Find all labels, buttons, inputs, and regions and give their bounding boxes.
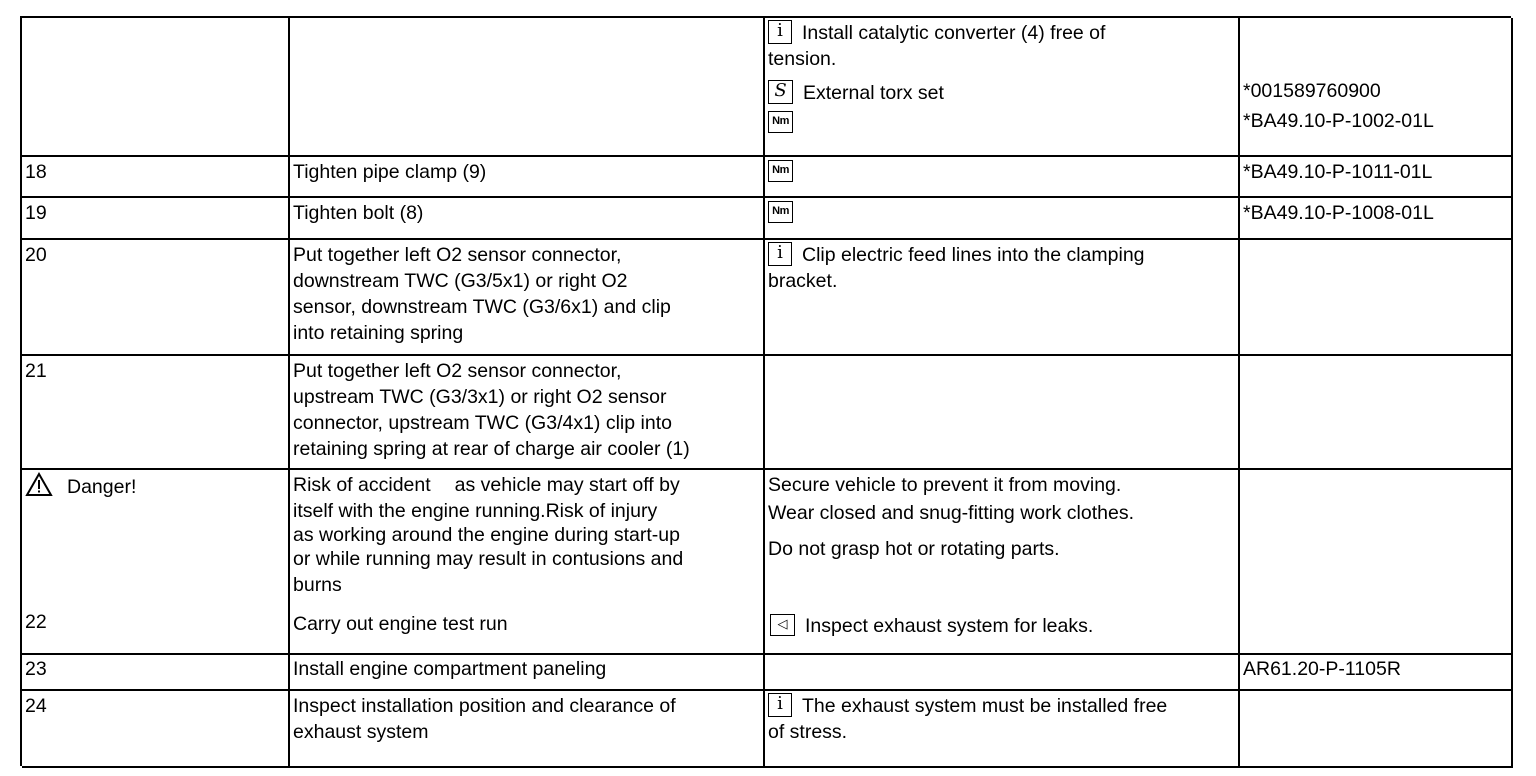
ref-link[interactable]: AR61.20-P-1105R [1243,658,1401,680]
danger-text: Risk of accident as vehicle may start off by [293,474,680,496]
action-text: Carry out engine test run [293,613,508,635]
danger-label: Danger! [67,476,137,498]
note-line [768,110,1234,136]
note-line: i Install catalytic converter (4) free of [768,20,1234,46]
note-line: ◁ Inspect exhaust system for leaks. [770,613,1093,639]
table-row [22,157,1511,198]
action-cell [290,18,765,157]
step-cell [22,240,290,356]
torque-icon: Nm [768,111,793,133]
note-line: bracket. [768,270,838,292]
ref-link[interactable]: *BA49.10-P-1008-01L [1243,202,1434,224]
step-number: 18 [25,161,47,183]
refs-cell [1240,240,1513,356]
action-cell [290,157,765,198]
notes-cell [765,691,1240,768]
notes-cell [765,655,1240,691]
notes-cell [765,470,1240,655]
refs-cell [1240,157,1513,198]
step-cell [22,691,290,768]
action-text: Tighten bolt (8) [293,202,424,224]
danger-text: burns [293,574,342,596]
action-cell [290,470,765,655]
notes-cell [765,356,1240,470]
step-number: 23 [25,658,47,680]
danger-text: as working around the engine during start-up [293,524,680,546]
step-number: 22 [25,611,47,633]
refs-cell [1240,655,1513,691]
danger-note: Do not grasp hot or rotating parts. [768,538,1060,560]
action-text: Put together left O2 sensor connector, [293,360,622,382]
step-cell [22,470,290,655]
table-row [22,356,1511,470]
action-text: sensor, downstream TWC (G3/6x1) and clip [293,296,671,318]
danger-heading [25,474,284,500]
refs-cell [1240,691,1513,768]
notes-cell [765,18,1240,157]
warning-triangle-icon [25,472,53,497]
info-icon: i [768,693,792,717]
procedure-table [20,16,1511,766]
table-row [22,655,1511,691]
danger-text: or while running may result in contusions and [293,548,684,570]
step-cell [22,157,290,198]
action-text: exhaust system [293,721,429,743]
danger-note: Wear closed and snug-fitting work clothes. [768,502,1134,524]
action-text: connector, upstream TWC (G3/4x1) clip into [293,412,672,434]
refs-cell [1240,470,1513,655]
step-number: 20 [25,244,47,266]
note-line: S External torx set [768,80,1234,106]
step-cell [22,356,290,470]
action-text: Tighten pipe clamp (9) [293,161,487,183]
table-row [22,18,1511,157]
refs-cell [1240,18,1513,157]
table-row [22,240,1511,356]
table-row [22,691,1511,768]
refs-cell [1240,356,1513,470]
action-cell [290,240,765,356]
notes-cell [765,157,1240,198]
acoustic-test-icon: ◁ [770,614,795,636]
step-cell [22,198,290,240]
action-text: Install engine compartment paneling [293,658,607,680]
action-text: retaining spring at rear of charge air cooler (1) [293,438,690,460]
action-text: Inspect installation position and clearance of [293,695,676,717]
ref-link[interactable]: *BA49.10-P-1002-01L [1243,110,1434,132]
table-row [22,470,1511,655]
action-text: into retaining spring [293,322,464,344]
ref-link[interactable]: *001589760900 [1243,80,1381,102]
note-line: of stress. [768,721,848,743]
action-cell [290,198,765,240]
notes-cell [765,198,1240,240]
info-icon: i [768,20,792,44]
action-cell [290,655,765,691]
info-icon: i [768,242,792,266]
action-cell [290,691,765,768]
special-tool-icon: S [768,80,793,104]
action-cell [290,356,765,470]
step-number: 24 [25,695,47,717]
action-text: downstream TWC (G3/5x1) or right O2 [293,270,628,292]
note-line: i Clip electric feed lines into the clamping [768,242,1234,268]
torque-icon: Nm [768,160,793,182]
note-line: i The exhaust system must be installed free [768,693,1234,719]
ref-link[interactable]: *BA49.10-P-1011-01L [1243,161,1433,183]
torque-icon: Nm [768,201,793,223]
refs-cell [1240,198,1513,240]
step-number: 21 [25,360,47,382]
step-number: 19 [25,202,47,224]
action-text: upstream TWC (G3/3x1) or right O2 sensor [293,386,667,408]
danger-text: itself with the engine running.Risk of injury [293,500,658,522]
notes-cell [765,240,1240,356]
step-cell [22,18,290,157]
action-text: Put together left O2 sensor connector, [293,244,622,266]
step-cell [22,655,290,691]
note-line: tension. [768,48,837,70]
danger-note: Secure vehicle to prevent it from moving. [768,474,1122,496]
table-row [22,198,1511,240]
